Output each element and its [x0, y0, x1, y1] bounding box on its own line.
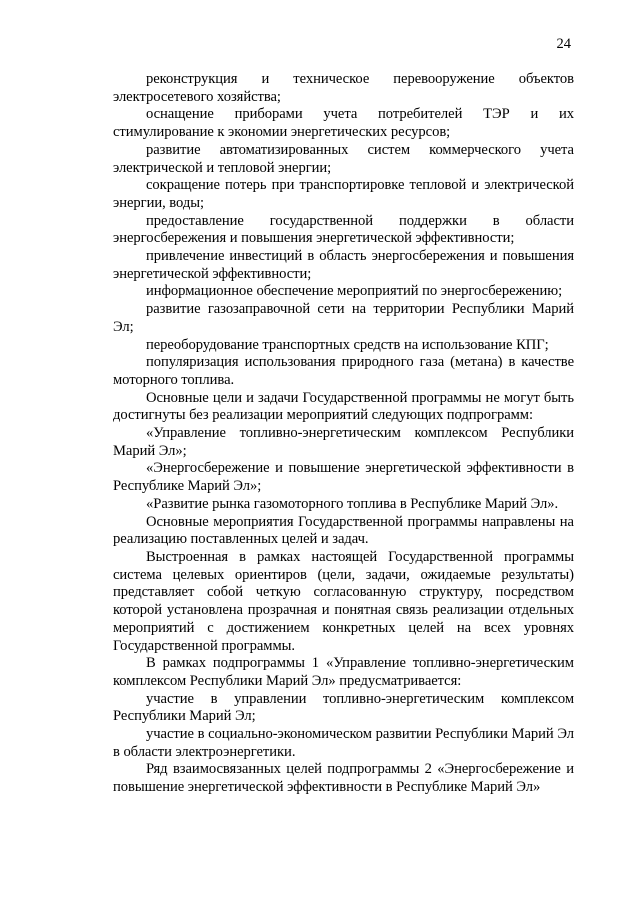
paragraph: Ряд взаимосвязанных целей подпрограммы 2 «Энергосбережение и повышение энергетической эффективности в Республике Марий Эл»: [113, 761, 574, 796]
body-text: [113, 71, 574, 797]
paragraph: В рамках подпрограммы 1 «Управление топливно-энергетическим комплексом Республики Марий Эл» предусматривается:: [113, 655, 574, 689]
paragraph: «Развитие рынка газомоторного топлива в Республике Марий Эл».: [146, 495, 559, 512]
paragraph: участие в управлении топливно-энергетическим комплексом Республики Марий Эл;: [113, 690, 574, 725]
paragraph: популяризация использования природного газа (метана) в качестве моторного топлива.: [113, 354, 574, 388]
paragraph: участие в социально-экономическом развитии Республики Марий Эл в области электроэнергетики.: [113, 726, 574, 760]
paragraph: информационное обеспечение мероприятий по энергосбережению;: [146, 283, 563, 300]
paragraph: Основные мероприятия Государственной программы направлены на реализацию поставленных целей и задач.: [113, 513, 574, 548]
paragraph: сокращение потерь при транспортировке тепловой и электрической энергии, воды;: [113, 177, 574, 211]
paragraph: реконструкция и техническое перевооружение объектов электросетевого хозяйства;: [113, 71, 574, 105]
paragraph: «Энергосбережение и повышение энергетической эффективности в Республике Марий Эл»;: [113, 460, 574, 495]
paragraph: «Управление топливно-энергетическим комплексом Республики Марий Эл»;: [113, 425, 574, 459]
paragraph: привлечение инвестиций в область энергосбережения и повышения энергетической эффективности;: [113, 248, 574, 282]
paragraph: оснащение приборами учета потребителей ТЭР и их стимулирование к экономии энергетических ресурсов;: [113, 106, 574, 141]
page-number: 24: [556, 36, 571, 52]
paragraph: Основные цели и задачи Государственной программы не могут быть достигнуты без реализации мероприятий следующих подпрограмм:: [113, 389, 574, 424]
paragraph: развитие автоматизированных систем коммерческого учета электрической и тепловой энергии;: [113, 141, 574, 176]
paragraph: Выстроенная в рамках настоящей Государственной программы система целевых ориентиров (цели, задачи, ожидаемые результаты) представляет собой четкую согласованную структуру, посредством которой установлена прозрачная и понятная связь реализации отдельных мероприятий с достижением конкретных целей на всех уровнях Государственной программы.: [113, 548, 574, 654]
paragraph: предоставление государственной поддержки в области энергосбережения и повышения энергетической эффективности;: [113, 212, 574, 247]
paragraph: переоборудование транспортных средств на использование КПГ;: [146, 336, 549, 353]
paragraph: развитие газозаправочной сети на территории Республики Марий Эл;: [113, 301, 574, 335]
